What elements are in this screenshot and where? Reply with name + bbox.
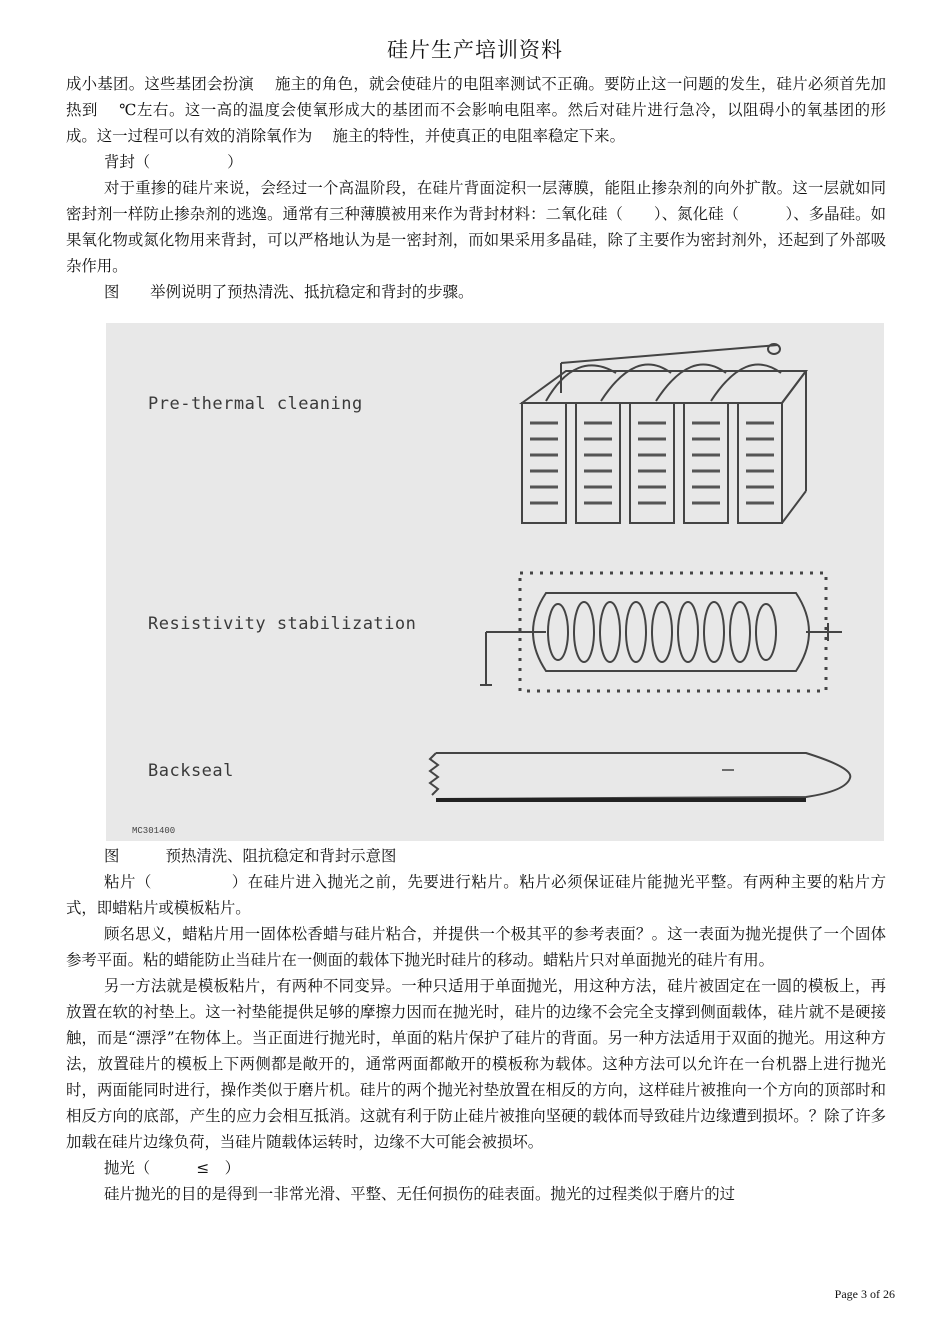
paragraph: 硅片抛光的目的是得到一非常光滑、平整、无任何损伤的硅表面。抛光的过程类似于磨片的过 <box>104 1185 736 1203</box>
page-title: 硅片生产培训资料 <box>387 38 563 62</box>
process-figure <box>106 323 884 841</box>
section-heading-backseal: 背封（ ） <box>104 153 243 171</box>
label-resistivity-stabilization: Resistivity stabilization <box>148 614 417 634</box>
text-block-top <box>66 71 886 305</box>
paragraph: 对于重掺的硅片来说，会经过一个高温阶段，在硅片背面淀积一层薄膜，能阻止掺杂剂的向外扩散。这一层就如同密封剂一样防止掺杂剂的逃逸。通常有三种薄膜被用来作为背封材料：二氧化硅（ ）、氮化硅（ ）、多晶硅。如果氧化物或氮化物用来背封，可以严格地认为是一密封剂，而如果采用多晶硅，除了主要作为密封剂外，还起到了外部吸杂作用。 <box>66 179 886 275</box>
figure-reference: 图 举例说明了预热清洗、抵抗稳定和背封的步骤。 <box>104 283 474 301</box>
paragraph: 另一方法就是模板粘片，有两种不同变异。一种只适用于单面抛光，用这种方法，硅片被固定在一圆的模板上，再放置在软的衬垫上。这一衬垫能提供足够的摩擦力因而在抛光时，硅片的边缘不会完全支撑到侧面载体，硅片就不是硬接触，而是“漂浮”在物体上。当正面进行抛光时，单面的粘片保护了硅片的背面。另一种方法适用于双面的抛光。用这种方法，放置硅片的模板上下两侧都是敞开的，通常两面都敞开的模板称为载体。这种方法可以允许在一台机器上进行抛光时，两面能同时进行，操作类似于磨片机。硅片的两个抛光衬垫放置在相反的方向，这样硅片被推向一个方向的顶部时和相反方向的底部，产生的应力会相互抵消。这就有利于防止硅片被推向坚硬的载体而导致硅片边缘遭到损坏。？除了许多加载在硅片边缘负荷，当硅片随载体运转时，边缘不大可能会被损坏。 <box>66 977 886 1151</box>
label-backseal: Backseal <box>148 761 234 781</box>
page-number: Page 3 of 26 <box>834 1287 895 1301</box>
paragraph: 顾名思义，蜡粘片用一固体松香蜡与硅片粘合，并提供一个极其平的参考表面？。这一表面为抛光提供了一个固体参考平面。粘的蜡能防止当硅片在一侧面的载体下抛光时硅片的移动。蜡粘片只对单面抛光的硅片有用。 <box>66 925 886 969</box>
label-pre-thermal-cleaning: Pre-thermal cleaning <box>148 394 363 414</box>
figure-code: MC301400 <box>132 826 176 836</box>
text-block-bottom <box>66 843 886 1207</box>
section-heading-polishing: 抛光（ ≤ ） <box>104 1159 241 1177</box>
figure-caption: 图 预热清洗、阻抗稳定和背封示意图 <box>104 847 397 865</box>
paragraph: 粘片（ ）在硅片进入抛光之前，先要进行粘片。粘片必须保证硅片能抛光平整。有两种主要的粘片方式，即蜡粘片或模板粘片。 <box>66 873 886 917</box>
process-illustration <box>106 323 884 841</box>
paragraph: 成小基团。这些基团会扮演 施主的角色，就会使硅片的电阻率测试不正确。要防止这一问题的发生，硅片必须首先加热到 ℃左右。这一高的温度会使氧形成大的基团而不会影响电阻率。然后对硅片进行急冷，以阻碍小的氧基团的形成。这一过程可以有效的消除氧作为 施主的特性，并使真正的电阻率稳定下来。 <box>66 75 886 145</box>
